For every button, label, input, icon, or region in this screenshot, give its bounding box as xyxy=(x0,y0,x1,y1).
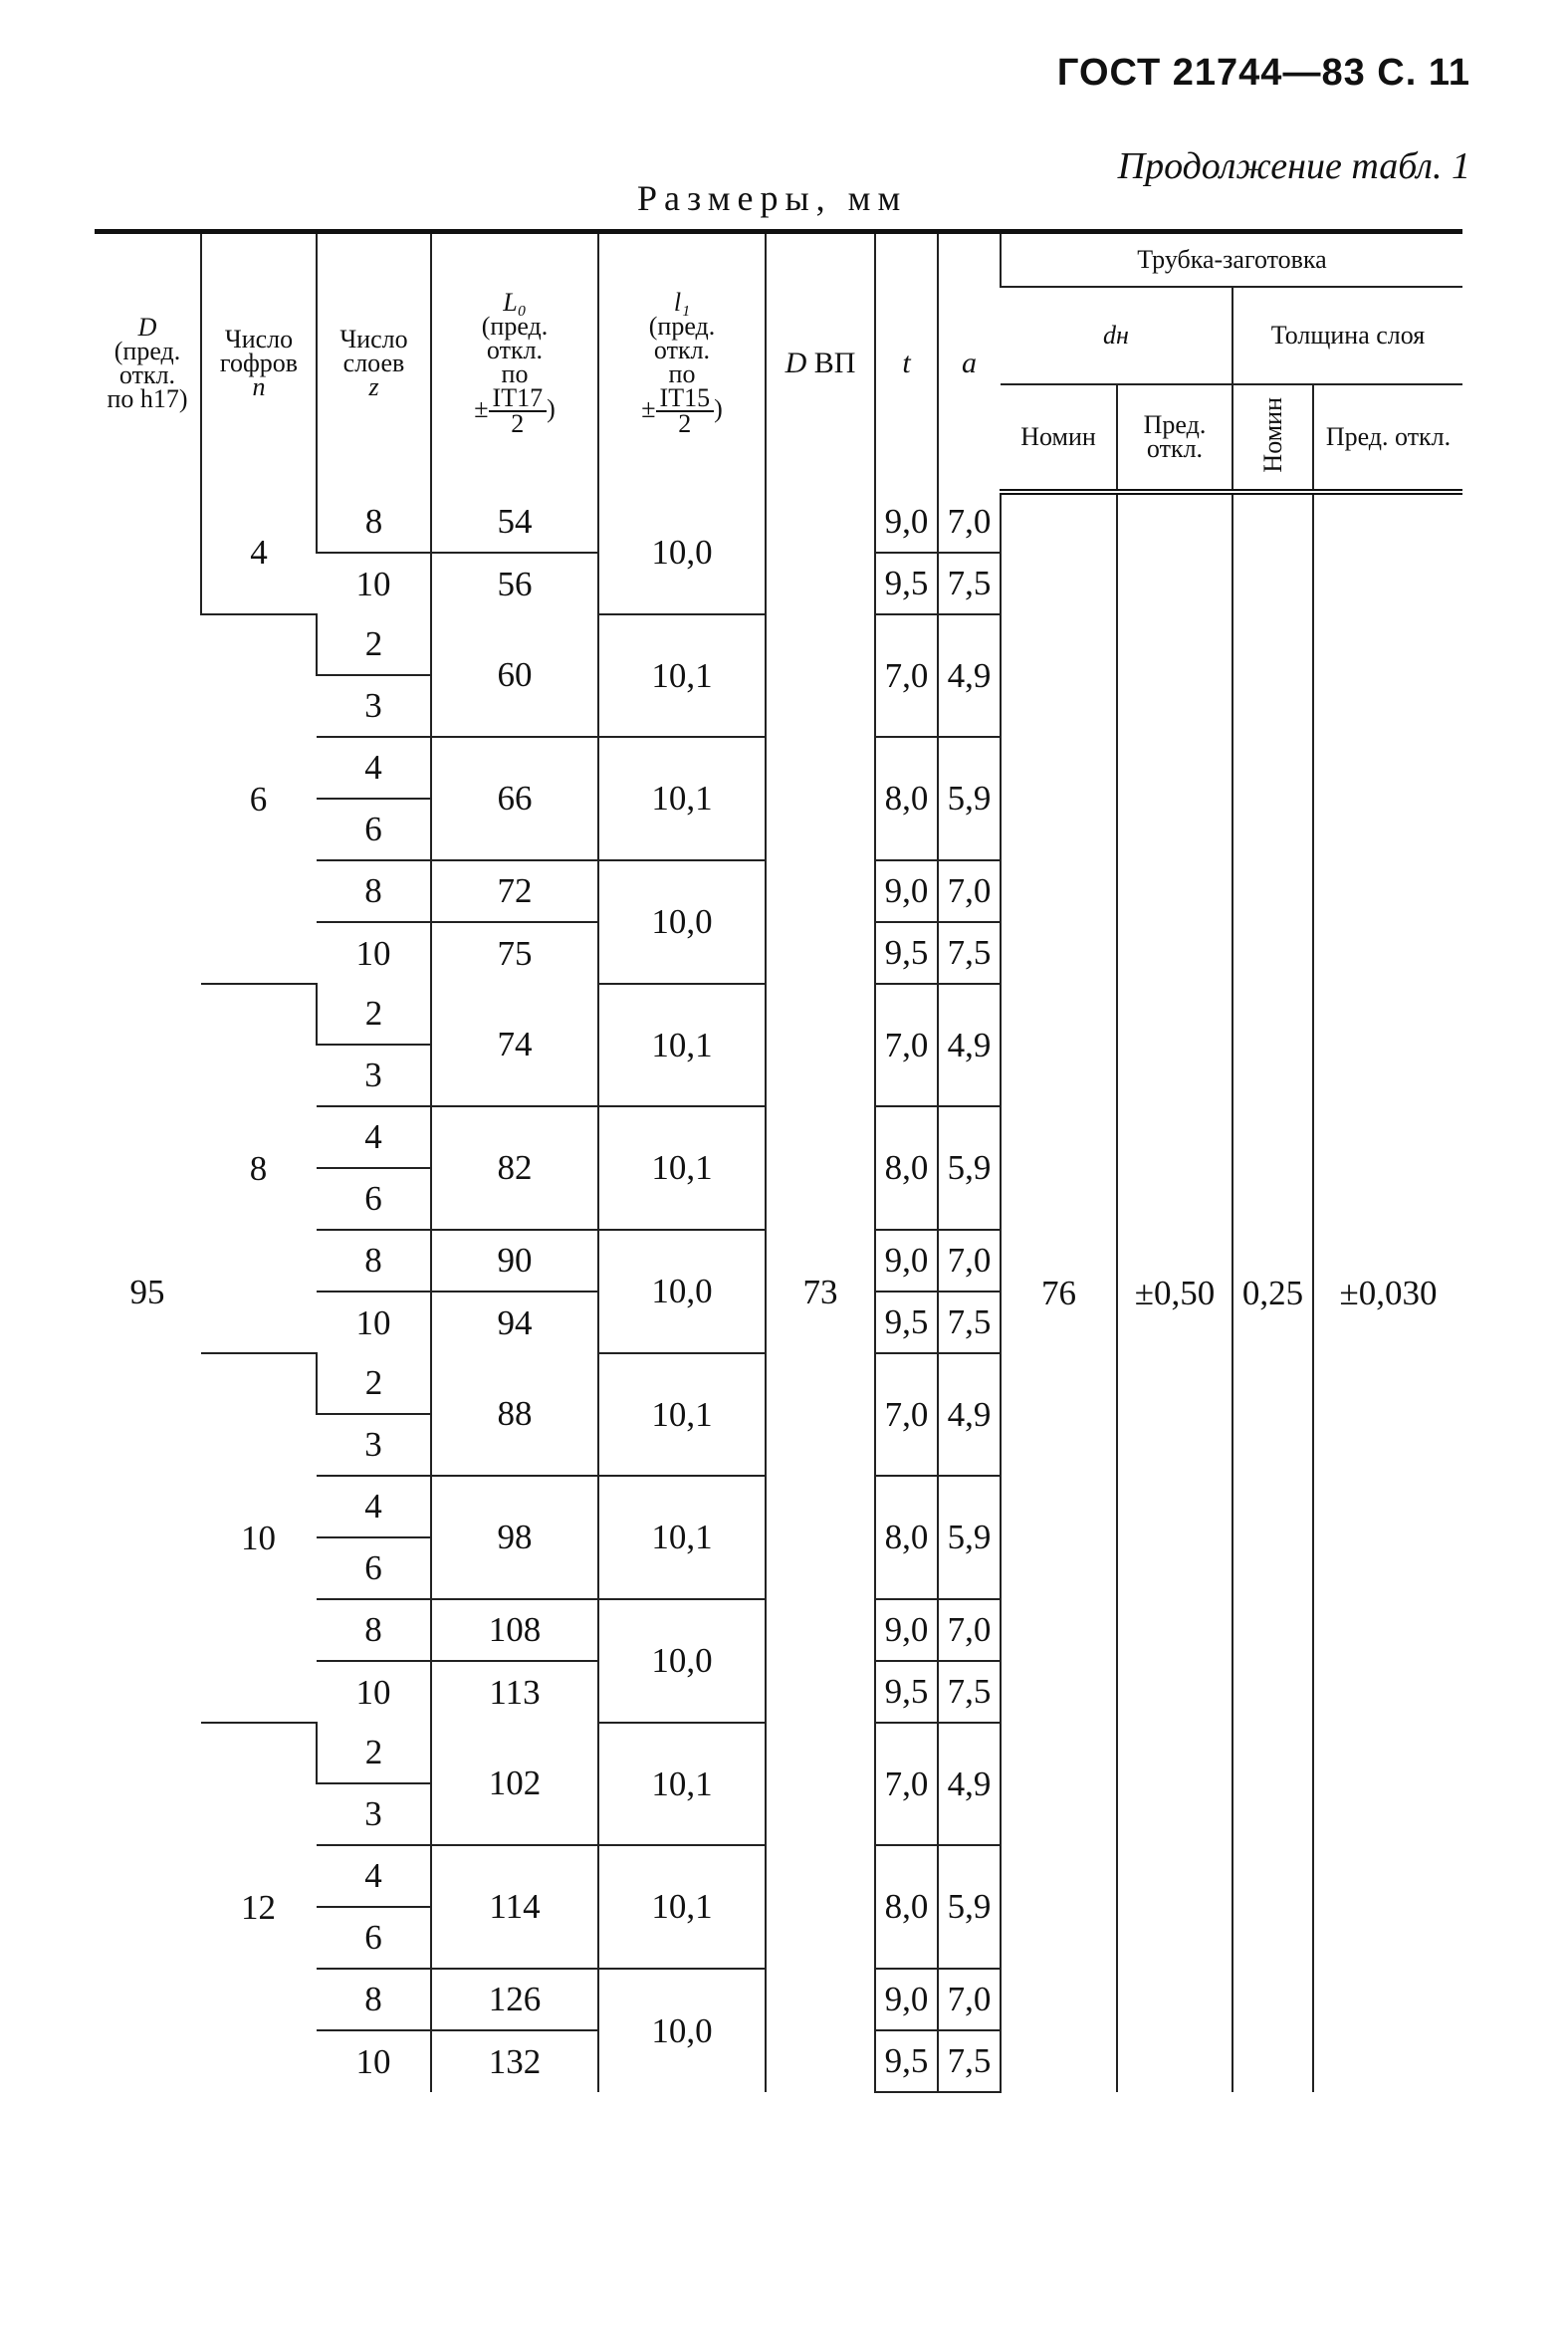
units-caption: Размеры, мм xyxy=(637,178,908,218)
cell-L0: 108 xyxy=(431,1599,598,1661)
cell-a: 7,5 xyxy=(938,922,1001,984)
col-header-thickness: Толщина слоя xyxy=(1232,287,1462,384)
cell-L0: 126 xyxy=(431,1969,598,2030)
cell-t: 9,5 xyxy=(875,1661,938,1723)
cell-t: 9,5 xyxy=(875,1292,938,1353)
cell-L0: 98 xyxy=(431,1476,598,1599)
cell-t: 9,0 xyxy=(875,860,938,922)
cell-l1: 10,1 xyxy=(598,1476,766,1599)
cell-t: 9,0 xyxy=(875,1969,938,2030)
cell-a: 5,9 xyxy=(938,1476,1001,1599)
col-header-D: D (пред. откл. по h17) xyxy=(95,232,201,493)
cell-L0: 82 xyxy=(431,1106,598,1230)
table-body xyxy=(95,492,1462,2092)
cell-z: 6 xyxy=(317,1168,431,1230)
cell-z: 3 xyxy=(317,1783,431,1845)
cell-a: 7,0 xyxy=(938,492,1001,553)
col-header-n: Число гофров n xyxy=(201,232,317,493)
col-header-thick-dev: Пред. откл. xyxy=(1313,384,1462,492)
cell-l1: 10,1 xyxy=(598,1723,766,1845)
cell-L0: 102 xyxy=(431,1723,598,1845)
cell-a: 7,0 xyxy=(938,1969,1001,2030)
cell-z: 3 xyxy=(317,1414,431,1476)
cell-L0: 88 xyxy=(431,1353,598,1476)
cell-z: 8 xyxy=(317,492,431,553)
cell-a: 7,0 xyxy=(938,1230,1001,1292)
col-header-t: t xyxy=(875,232,938,493)
cell-z: 6 xyxy=(317,799,431,860)
cell-l1: 10,1 xyxy=(598,1845,766,1969)
cell-Dvp: 73 xyxy=(766,492,875,2092)
col-header-tube: Трубка-заготовка xyxy=(1001,232,1462,288)
cell-l1: 10,1 xyxy=(598,614,766,737)
cell-l1: 10,0 xyxy=(598,1599,766,1723)
cell-a: 5,9 xyxy=(938,1106,1001,1230)
cell-L0: 66 xyxy=(431,737,598,860)
cell-a: 4,9 xyxy=(938,984,1001,1106)
cell-z: 10 xyxy=(355,933,391,973)
cell-a: 5,9 xyxy=(938,737,1001,860)
cell-l1: 10,0 xyxy=(598,860,766,984)
table-continuation-note: Продолжение табл. 1 xyxy=(1117,145,1470,187)
fraction-IT15: $\frac{IT15}{2}$ xyxy=(656,386,715,436)
cell-a: 4,9 xyxy=(938,1353,1001,1476)
cell-n: 6 xyxy=(201,614,317,984)
cell-t: 9,0 xyxy=(875,492,938,553)
cell-n: 4 xyxy=(201,492,317,614)
cell-z: 4 xyxy=(317,1476,431,1537)
fraction-IT17: $\frac{IT17}{2}$ xyxy=(489,386,548,436)
cell-z: 10 xyxy=(355,1302,391,1342)
cell-t: 7,0 xyxy=(875,1353,938,1476)
cell-z: 2 xyxy=(317,1353,431,1414)
col-header-Dvp: D ВП xyxy=(766,232,875,493)
col-header-a: a xyxy=(938,232,1001,493)
cell-t: 9,0 xyxy=(875,1599,938,1661)
cell-L0: 113 xyxy=(431,1661,598,1723)
cell-n: 8 xyxy=(201,984,317,1353)
cell-n: 12 xyxy=(241,1888,276,1927)
cell-t: 7,0 xyxy=(875,1723,938,1845)
cell-t: 9,5 xyxy=(875,2030,938,2092)
cell-t: 7,0 xyxy=(875,614,938,737)
cell-t: 7,0 xyxy=(875,984,938,1106)
cell-L0: 75 xyxy=(431,922,598,984)
cell-t: 8,0 xyxy=(875,1845,938,1969)
col-header-dn-dev: Пред. откл. xyxy=(1117,384,1232,492)
cell-z: 4 xyxy=(317,1106,431,1168)
cell-L0: 90 xyxy=(431,1230,598,1292)
cell-t: 9,5 xyxy=(875,922,938,984)
cell-L0: 94 xyxy=(431,1292,598,1353)
cell-a: 7,5 xyxy=(938,2030,1001,2092)
cell-L0: 54 xyxy=(431,492,598,553)
cell-n: 10 xyxy=(201,1353,317,1723)
cell-l1: 10,1 xyxy=(598,1353,766,1476)
cell-z: 2 xyxy=(317,1723,431,1783)
cell-z: 10 xyxy=(355,564,391,603)
cell-l1: 10,1 xyxy=(598,984,766,1106)
cell-L0: 132 xyxy=(431,2030,598,2092)
cell-a: 7,0 xyxy=(938,860,1001,922)
cell-dn-nom: 76 xyxy=(1001,492,1117,2092)
col-header-dn: dн xyxy=(1001,287,1232,384)
cell-a: 7,0 xyxy=(938,1599,1001,1661)
cell-t: 8,0 xyxy=(875,737,938,860)
cell-z: 10 xyxy=(355,1672,391,1712)
cell-z: 8 xyxy=(317,860,431,922)
cell-L0: 114 xyxy=(431,1845,598,1969)
cell-z: 2 xyxy=(317,614,431,675)
cell-thick-dev: ±0,030 xyxy=(1313,492,1462,2092)
cell-z: 6 xyxy=(317,1907,431,1969)
cell-a: 5,9 xyxy=(938,1845,1001,1969)
cell-t: 9,0 xyxy=(875,1230,938,1292)
cell-L0: 56 xyxy=(431,553,598,614)
cell-z: 6 xyxy=(317,1537,431,1599)
cell-a: 7,5 xyxy=(938,1292,1001,1353)
cell-L0: 74 xyxy=(431,984,598,1106)
col-header-z: Число слоев z xyxy=(317,232,431,493)
cell-t: 8,0 xyxy=(875,1476,938,1599)
cell-z: 4 xyxy=(317,737,431,799)
cell-l1: 10,1 xyxy=(598,1106,766,1230)
cell-z: 8 xyxy=(317,1969,431,2030)
cell-t: 9,5 xyxy=(875,553,938,614)
cell-l1: 10,1 xyxy=(598,737,766,860)
cell-z: 3 xyxy=(317,1045,431,1106)
cell-z: 10 xyxy=(355,2041,391,2081)
table-row xyxy=(95,492,1462,553)
cell-L0: 72 xyxy=(431,860,598,922)
cell-a: 7,5 xyxy=(938,1661,1001,1723)
cell-z: 4 xyxy=(317,1845,431,1907)
cell-l1: 10,0 xyxy=(598,1969,766,2092)
cell-z: 8 xyxy=(317,1599,431,1661)
col-header-thick-nom: Номин xyxy=(1232,384,1313,492)
cell-a: 4,9 xyxy=(938,1723,1001,1845)
cell-thick-nom: 0,25 xyxy=(1232,492,1313,2092)
cell-z: 3 xyxy=(317,675,431,737)
col-header-dn-nom: Номин xyxy=(1001,384,1117,492)
page-header: ГОСТ 21744—83 С. 11 xyxy=(1056,52,1470,94)
cell-l1: 10,0 xyxy=(598,1230,766,1353)
cell-z: 2 xyxy=(317,984,431,1045)
cell-a: 4,9 xyxy=(938,614,1001,737)
cell-a: 7,5 xyxy=(938,553,1001,614)
cell-dn-dev: ±0,50 xyxy=(1117,492,1232,2092)
cell-l1: 10,0 xyxy=(598,492,766,614)
cell-z: 8 xyxy=(317,1230,431,1292)
dimensions-table xyxy=(95,229,1462,2093)
cell-t: 8,0 xyxy=(875,1106,938,1230)
cell-D: 95 xyxy=(129,1272,165,1311)
cell-L0: 60 xyxy=(431,614,598,737)
col-header-L0: L₀ (пред. откл. по ± $\frac{IT17}{2}$ ) xyxy=(431,232,598,493)
col-header-l1: l₁ (пред. откл. по ± $\frac{IT15}{2}$ ) xyxy=(598,232,766,493)
